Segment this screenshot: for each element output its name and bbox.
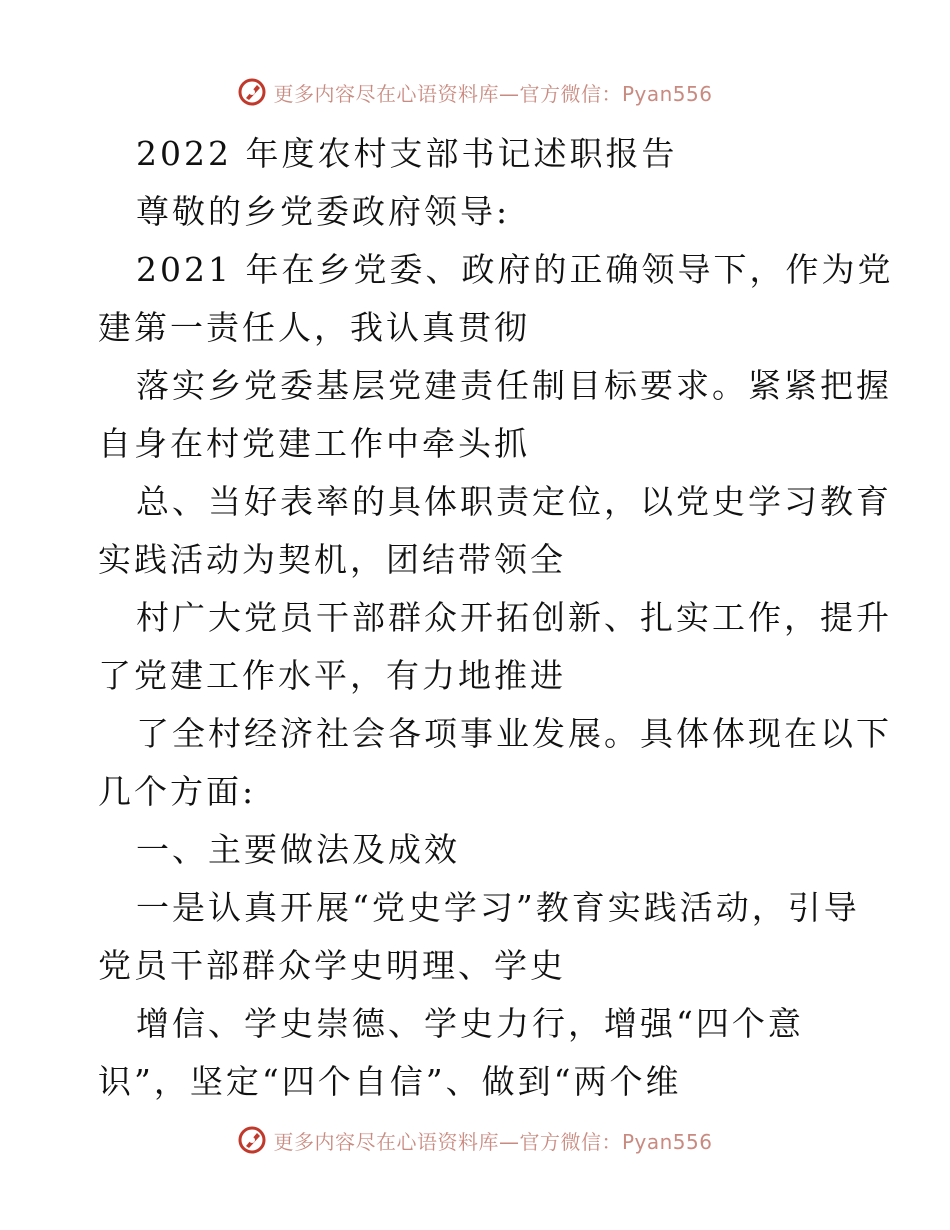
section-heading: 一、主要做法及成效 xyxy=(136,830,460,869)
paragraph-line: 实践活动为契机，团结带领全 xyxy=(98,540,566,579)
pen-logo-icon xyxy=(237,1125,267,1155)
salutation: 尊敬的乡党委政府领导: xyxy=(136,192,511,231)
paragraph-line: 2021 年在乡党委、政府的正确领导下，作为党 xyxy=(136,250,894,289)
pen-logo-icon xyxy=(237,77,267,107)
watermark-text: 更多内容尽在心语资料库—官方微信：Pyan556 xyxy=(273,81,713,106)
paragraph-line: 落实乡党委基层党建责任制目标要求。紧紧把握 xyxy=(136,366,892,405)
paragraph-line: 几个方面: xyxy=(98,772,257,811)
document-title: 2022 年度农村支部书记述职报告 xyxy=(136,134,678,173)
watermark-header xyxy=(0,72,950,112)
watermark-footer xyxy=(0,1120,950,1160)
paragraph-line: 自身在村党建工作中牵头抓 xyxy=(98,424,530,463)
paragraph-line: 增信、学史崇德、学史力行，增强“四个意 xyxy=(136,1004,804,1043)
paragraph-line: 总、当好表率的具体职责定位，以党史学习教育 xyxy=(136,482,892,521)
document-body xyxy=(98,125,894,1111)
paragraph-line: 识”，坚定“四个自信”、做到“两个维 xyxy=(98,1062,682,1101)
paragraph-line: 一是认真开展“党史学习”教育实践活动，引导 xyxy=(136,888,860,927)
paragraph-line: 了党建工作水平，有力地推进 xyxy=(98,656,566,695)
paragraph-line: 党员干部群众学史明理、学史 xyxy=(98,946,566,985)
paragraph-line: 村广大党员干部群众开拓创新、扎实工作，提升 xyxy=(136,598,892,637)
watermark-text: 更多内容尽在心语资料库—官方微信：Pyan556 xyxy=(273,1129,713,1154)
paragraph-line: 建第一责任人，我认真贯彻 xyxy=(98,308,530,347)
paragraph-line: 了全村经济社会各项事业发展。具体体现在以下 xyxy=(136,714,892,753)
